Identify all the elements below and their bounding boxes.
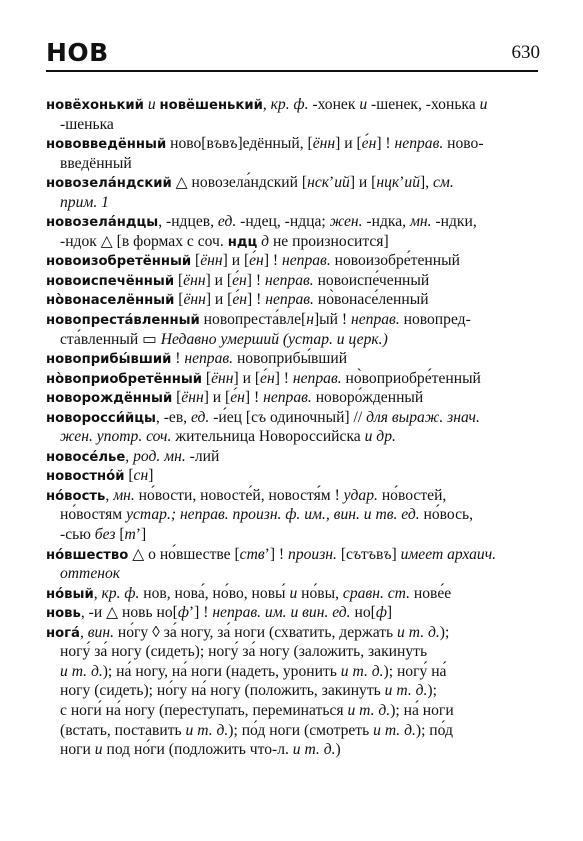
entry-text: -шенек, -хонька [367, 96, 480, 113]
italic-note: сравн. ст. [342, 584, 411, 602]
entry-line [46, 310, 544, 330]
italic-note: и т. д. [384, 682, 428, 700]
italic-note: ъ [213, 135, 222, 153]
entry-text: , -и △ новь но[ [80, 604, 178, 622]
italic-note: ъ [258, 408, 267, 426]
entry-text: -шенька [60, 115, 114, 133]
entry-text: -ндец, -ндца; [236, 213, 330, 231]
entry-text: ʼ] ! [264, 545, 289, 563]
entry-text: новоприбы́вший [233, 350, 348, 368]
entry-text: но́вости, новосте́й, новостя́м ! [134, 486, 344, 504]
italic-note: ъ [367, 545, 376, 563]
entry-line [46, 505, 544, 525]
italic-note: и [479, 96, 488, 113]
italic-note: т [124, 526, 136, 544]
entry-text: ); по́д ноги (смотреть [228, 721, 374, 739]
entry-text: -сью [60, 526, 95, 544]
italic-note: без [94, 526, 116, 544]
entry-text: в [375, 545, 384, 563]
entry-text: -ндки, [431, 213, 477, 231]
italic-note: ий [334, 174, 350, 192]
entry-line [46, 427, 544, 447]
entry-text: ] и [ [222, 252, 250, 270]
entry-text: , -ев, [155, 408, 191, 426]
entry-text: не произносится] [269, 232, 389, 250]
headword: но́вшество [46, 547, 129, 563]
entry-text: ); [439, 623, 450, 641]
headword: новостно́й [46, 469, 125, 485]
headword: ндц [227, 234, 258, 250]
entry-line [46, 447, 544, 467]
italic-note: и [359, 96, 368, 113]
entry-text: ʼ [399, 174, 405, 192]
headword: новоприбы́вший [46, 352, 172, 368]
headword: но̀воприобретённый [46, 371, 202, 387]
entry-text: , -ндцев, [158, 213, 218, 231]
italic-note: ённ [200, 252, 223, 270]
entry-text: ] и [ [205, 271, 233, 289]
italic-note: и [147, 96, 156, 113]
entry-text: ); по́д [415, 721, 453, 739]
dictionary-entries [46, 95, 544, 760]
italic-note: и [289, 584, 298, 602]
italic-note: ъ [383, 545, 392, 563]
entry-text: ); ногу́ на́ [383, 662, 447, 680]
entry-line [46, 369, 544, 389]
entry-line [46, 134, 544, 154]
italic-note: неправ. [265, 291, 314, 309]
italic-note: для выраж. знач. [366, 408, 480, 426]
entry-text: одиночный] // [266, 408, 367, 426]
entry-text: ); на́ ноги [390, 701, 454, 719]
italic-note: неправ. [292, 369, 342, 387]
headword: новоизобретённый [46, 254, 192, 270]
italic-note: и др. [364, 428, 396, 446]
italic-note: е́н [230, 389, 245, 407]
italic-note: прим. 1 [60, 193, 109, 211]
entry-line [46, 623, 544, 643]
headword: новозела́ндцы [46, 215, 159, 231]
entry-text: -хонек [308, 96, 360, 113]
italic-note: и т. д. [340, 662, 384, 680]
headword: новоросси́йцы [46, 410, 156, 426]
entry-text: но[ [350, 604, 376, 622]
italic-note: ед. [190, 408, 210, 426]
headword: новорождённый [46, 391, 173, 407]
italic-note: имеет архаич. [400, 545, 497, 563]
entry-text: новопред- [399, 311, 471, 329]
entry-text: но́востям [60, 506, 127, 524]
entry-line [46, 584, 544, 604]
page-number: 630 [511, 42, 540, 63]
headword: нововведённый [46, 137, 167, 153]
italic-note: Недавно умерший (устар. и церк.) [160, 330, 388, 348]
italic-note: неправ. [282, 252, 331, 270]
entry-line [46, 95, 544, 115]
italic-note: неправ. [264, 271, 314, 289]
entry-text: ʼ [329, 174, 335, 192]
entry-line [46, 466, 544, 486]
headword: но́вый [46, 586, 94, 602]
entry-line [46, 290, 544, 310]
italic-note: и [94, 741, 103, 759]
entry-text: , [93, 584, 102, 602]
entry-text: новопреста́вле[ [199, 311, 307, 329]
italic-note: неправ. [184, 350, 234, 368]
entry-text: нове́е [410, 584, 452, 602]
entry-text: но̀вонасе́ленный [313, 291, 429, 309]
italic-note: ф [177, 604, 189, 622]
italic-note: нцк [376, 174, 400, 192]
italic-note: е́н [249, 252, 264, 270]
entry-text: в [221, 135, 230, 153]
italic-note: кр. ф. [270, 96, 309, 113]
entry-text: ] ! [244, 389, 264, 407]
entry-text: ] ! [274, 369, 293, 387]
entry-text: ], [420, 174, 433, 192]
italic-note: оттенок [60, 565, 121, 583]
entry-text: (встать, поставить [60, 721, 186, 739]
entry-text: ); на́ ногу, на́ ноги (надеть, уронить [102, 662, 341, 680]
entry-line [46, 486, 544, 506]
entry-line [46, 564, 544, 584]
italic-note: ств [239, 545, 265, 563]
entry-text: с ноги́ на́ ногу (переступать, переминаться [60, 701, 348, 719]
entry-line [46, 154, 544, 174]
entry-text: ] и [ [233, 369, 261, 387]
entry-text: ] [386, 604, 393, 622]
entry-text: новоро́жденный [311, 389, 424, 407]
headword: новёшенький [159, 98, 263, 113]
entry-text: , [105, 486, 114, 504]
entry-line [46, 212, 544, 232]
entry-line [46, 721, 544, 741]
entry-text: [ [174, 291, 184, 309]
entry-text: [ [172, 389, 182, 407]
italic-note: ъ [352, 545, 362, 563]
entry-text: ]ый ! [313, 311, 351, 329]
entry-text: [ [202, 369, 212, 387]
italic-note: жен. употр. соч. [60, 428, 172, 446]
running-head: НОВ [46, 38, 109, 67]
italic-note: устар.; неправ. произн. ф. им., вин. и тв. ед. [126, 506, 420, 524]
entry-text: ноги [60, 741, 95, 759]
entry-text: новоиспе́ченный [313, 271, 430, 289]
entry-text: ] ! [376, 135, 395, 153]
page-header [46, 38, 546, 70]
entry-text: ново- [443, 135, 484, 153]
entry-text: ʼ] ! [188, 604, 213, 622]
entry-text: ) [335, 741, 341, 759]
italic-note: е́н [260, 369, 275, 387]
entry-line [46, 330, 544, 350]
italic-note: неправ. [351, 311, 400, 329]
header-rule [46, 70, 538, 72]
entry-text: ); [427, 682, 437, 700]
entry-text: но́вы, [297, 584, 343, 602]
entry-text: нов, нова́, но́во, новы́ [139, 584, 290, 602]
entry-text: [ [124, 467, 134, 485]
entry-text: т [361, 545, 368, 563]
entry-text: , [125, 447, 134, 465]
entry-text: жительница Новороссийска [171, 428, 365, 446]
entry-text: ] и [ [205, 291, 233, 309]
entry-text: -ндок △ [в формах с соч. [60, 232, 228, 250]
italic-note: мн. [409, 213, 432, 231]
entry-line [46, 232, 544, 252]
headword: новозела́ндский [46, 176, 172, 192]
italic-note: и т. д. [292, 741, 336, 759]
entry-line [46, 271, 544, 291]
italic-note: и т. д. [60, 662, 103, 680]
entry-text: -лий [185, 447, 220, 465]
entry-text: ] [148, 467, 154, 485]
entry-text: , [262, 96, 271, 113]
entry-text: ста́вленный ▭ [60, 330, 161, 348]
italic-note: е́н [232, 291, 248, 309]
italic-note: кр. ф. [101, 584, 140, 602]
entry-text: введённый [60, 154, 132, 172]
italic-note: неправ. им. и вин. ед. [212, 604, 351, 622]
entry-text: но́вось, [419, 506, 474, 524]
entry-line [46, 545, 544, 565]
entry-text: △ новозела́ндский [ [171, 174, 308, 192]
entry-text: ʼ] [135, 526, 147, 544]
entry-text: ] и [ [349, 174, 377, 192]
entry-text: , [79, 623, 88, 641]
entry-line [46, 662, 544, 682]
italic-note: н [306, 311, 314, 329]
entry-line [46, 408, 544, 428]
entry-text: -ндка, [362, 213, 410, 231]
italic-note: удар. [343, 486, 378, 504]
italic-note: см. [433, 174, 454, 192]
italic-note: нск [307, 174, 330, 192]
italic-note: неправ. [394, 135, 444, 153]
entry-text: но́востей, [377, 486, 447, 504]
italic-note: ённ [181, 389, 204, 407]
entry-text: ногу (сидеть); но́гу на́ ногу (положить, закинуть [60, 682, 385, 700]
italic-note: ённ [312, 135, 336, 153]
entry-text: ] и [ [203, 389, 231, 407]
italic-note: вин. [87, 623, 114, 641]
italic-note: е́н [232, 271, 247, 289]
entry-text: △ о но́вшестве [ [128, 545, 240, 563]
entry-line [46, 193, 544, 213]
entry-text: -и́ец [с [209, 408, 259, 426]
entry-text: ] ! [247, 291, 266, 309]
entry-text: [с [336, 545, 353, 563]
entry-text: ново[в [166, 135, 214, 153]
entry-line [46, 642, 544, 662]
entry-line [46, 525, 544, 545]
headword: но́вость [46, 488, 106, 504]
entry-text: ] ! [246, 271, 265, 289]
italic-note: сн [133, 467, 149, 485]
italic-note: жен. [329, 213, 363, 231]
italic-note: произн. [288, 545, 337, 563]
entry-text: ! [171, 350, 185, 368]
italic-note: ед. [217, 213, 237, 231]
entry-line [46, 115, 544, 135]
italic-note: ённ [183, 291, 206, 309]
entry-text: новоизобре́тенный [330, 252, 460, 270]
italic-note: неправ. [263, 389, 312, 407]
entry-text: ]едённый, [ [237, 135, 313, 153]
headword: новосе́лье [46, 449, 126, 465]
entry-text: [ [191, 252, 201, 270]
entry-text: [ [174, 271, 184, 289]
entry-line [46, 251, 544, 271]
entry-line [46, 388, 544, 408]
entry-line [46, 349, 544, 369]
entry-text: ] [391, 545, 401, 563]
entry-line [46, 603, 544, 623]
entry-line [46, 701, 544, 721]
italic-note: ъ [229, 135, 238, 153]
entry-text: под но́ги (подложить что-л. [102, 741, 293, 759]
entry-line [46, 740, 544, 760]
headword: новёхонький [46, 98, 144, 113]
entry-text: но̀воприобре́тенный [341, 369, 481, 387]
italic-note: ённ [183, 271, 206, 289]
italic-note: ф [375, 604, 387, 622]
italic-note: е́н [361, 135, 377, 153]
entry-text: ногу́ за́ ногу (сидеть); ногу́ за́ ногу (заложить, закинуть [60, 643, 428, 661]
entry-text: [ [115, 526, 125, 544]
headword: новь [46, 606, 81, 622]
italic-note: и т. д. [185, 721, 229, 739]
entry-text: но́гу ◊ за́ ногу, за́ ноги (схватить, держать [113, 623, 398, 641]
italic-note: род. мн. [133, 447, 186, 465]
entry-text: ] и [ [335, 135, 362, 153]
headword: нога́ [46, 625, 80, 641]
entry-line [46, 681, 544, 701]
italic-note: ённ [211, 369, 234, 387]
italic-note: и т. д. [347, 701, 391, 719]
headword: новоиспечённый [46, 273, 175, 289]
headword: новопреста́вленный [46, 313, 200, 329]
headword: но̀вонаселённый [46, 293, 175, 309]
entry-text: ] ! [263, 252, 282, 270]
italic-note: и т. д. [373, 721, 416, 739]
italic-note: ий [404, 174, 420, 192]
italic-note: д [261, 232, 270, 250]
italic-note: и т. д. [397, 623, 440, 641]
entry-line [46, 173, 544, 193]
italic-note: мн. [113, 486, 135, 504]
